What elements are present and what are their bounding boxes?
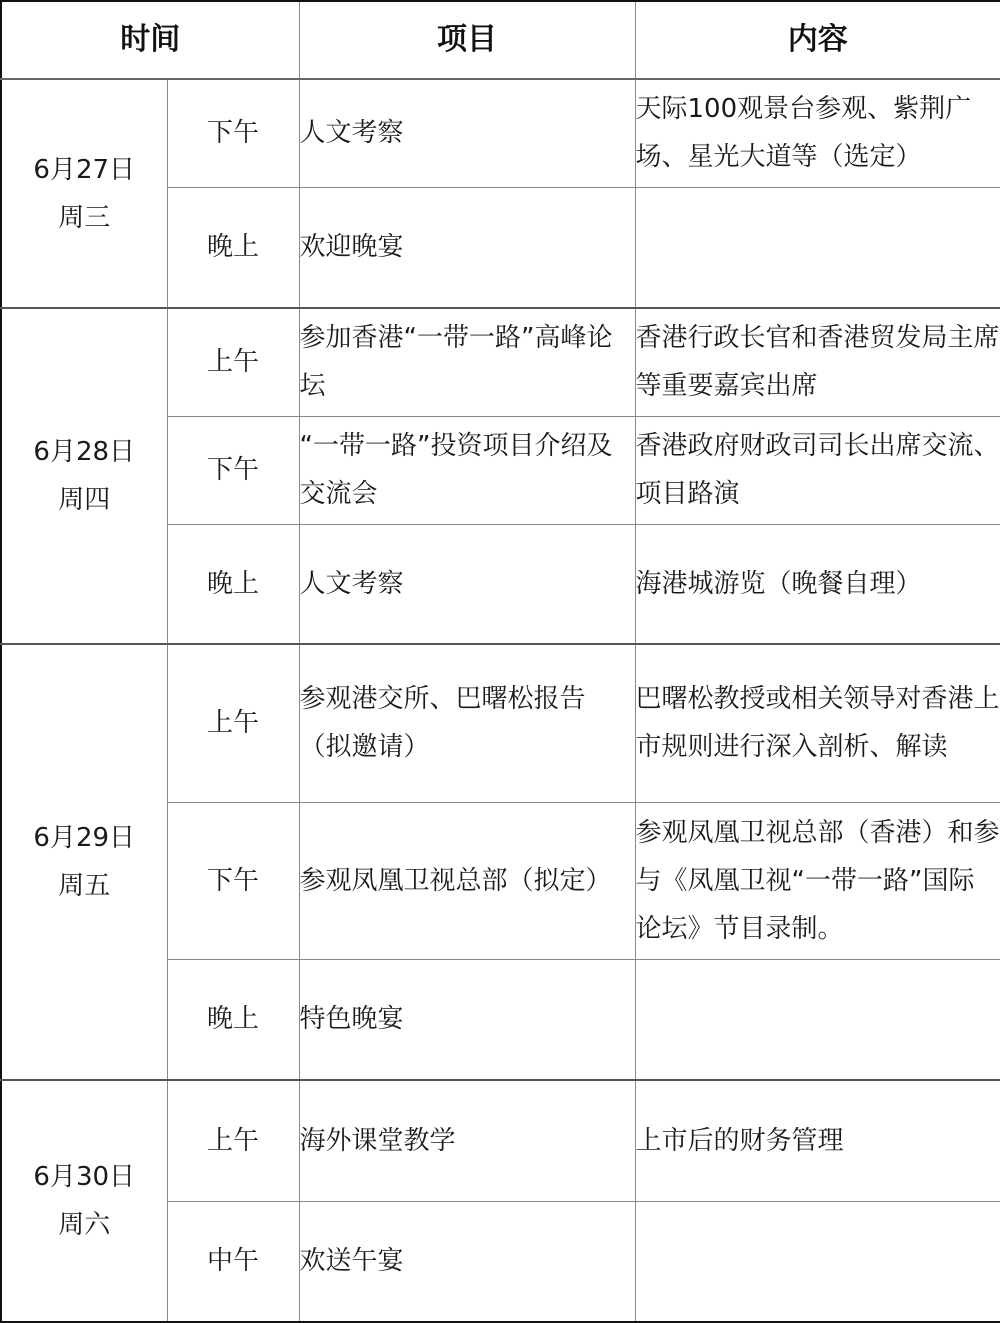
content-cell: 参观凤凰卫视总部（香港）和参与《凤凰卫视“一带一路”国际论坛》节目录制。	[635, 802, 1000, 959]
date-cell	[1, 308, 167, 644]
item-cell: 欢送午宴	[299, 1201, 635, 1322]
table-row	[1, 308, 1000, 416]
content-cell	[635, 187, 1000, 308]
content-cell: 上市后的财务管理	[635, 1080, 1000, 1201]
header-row	[1, 1, 1000, 79]
content-cell: 香港政府财政司司长出席交流、项目路演	[635, 416, 1000, 524]
content-cell: 香港行政长官和香港贸发局主席等重要嘉宾出席	[635, 308, 1000, 416]
content-cell: 巴曙松教授或相关领导对香港上市规则进行深入剖析、解读	[635, 644, 1000, 802]
item-cell: 参观凤凰卫视总部（拟定）	[299, 802, 635, 959]
period-cell: 下午	[167, 802, 299, 959]
item-cell: 人文考察	[299, 79, 635, 187]
period-cell: 上午	[167, 644, 299, 802]
header-time: 时间	[1, 1, 299, 79]
period-cell: 晚上	[167, 524, 299, 644]
item-cell: 特色晚宴	[299, 959, 635, 1080]
weekday-label: 周四	[58, 485, 111, 515]
date-label: 6月28日	[33, 437, 136, 467]
period-cell: 下午	[167, 416, 299, 524]
content-cell	[635, 1201, 1000, 1322]
content-cell: 海港城游览（晚餐自理）	[635, 524, 1000, 644]
table-row	[1, 79, 1000, 187]
item-cell: 参观港交所、巴曙松报告（拟邀请）	[299, 644, 635, 802]
item-cell: “一带一路”投资项目介绍及交流会	[299, 416, 635, 524]
weekday-label: 周三	[58, 202, 111, 233]
date-cell	[1, 644, 167, 1080]
date-label: 6月29日	[33, 823, 136, 853]
period-cell: 下午	[167, 79, 299, 187]
header-item: 项目	[299, 1, 635, 79]
item-cell: 人文考察	[299, 524, 635, 644]
period-cell: 晚上	[167, 959, 299, 1080]
table-row	[1, 644, 1000, 802]
content-cell	[635, 959, 1000, 1080]
table-row	[1, 1080, 1000, 1201]
item-cell: 欢迎晚宴	[299, 187, 635, 308]
date-cell	[1, 1080, 167, 1322]
date-label: 6月30日	[33, 1162, 136, 1192]
period-cell: 上午	[167, 1080, 299, 1201]
period-cell: 上午	[167, 308, 299, 416]
period-cell: 晚上	[167, 187, 299, 308]
item-cell: 海外课堂教学	[299, 1080, 635, 1201]
period-cell: 中午	[167, 1201, 299, 1322]
date-label: 6月27日	[33, 154, 136, 185]
weekday-label: 周五	[58, 871, 111, 901]
header-content: 内容	[635, 1, 1000, 79]
weekday-label: 周六	[58, 1210, 111, 1240]
item-cell: 参加香港“一带一路”高峰论坛	[299, 308, 635, 416]
content-cell: 天际100观景台参观、紫荆广场、星光大道等（选定）	[635, 79, 1000, 187]
date-cell	[1, 79, 167, 308]
